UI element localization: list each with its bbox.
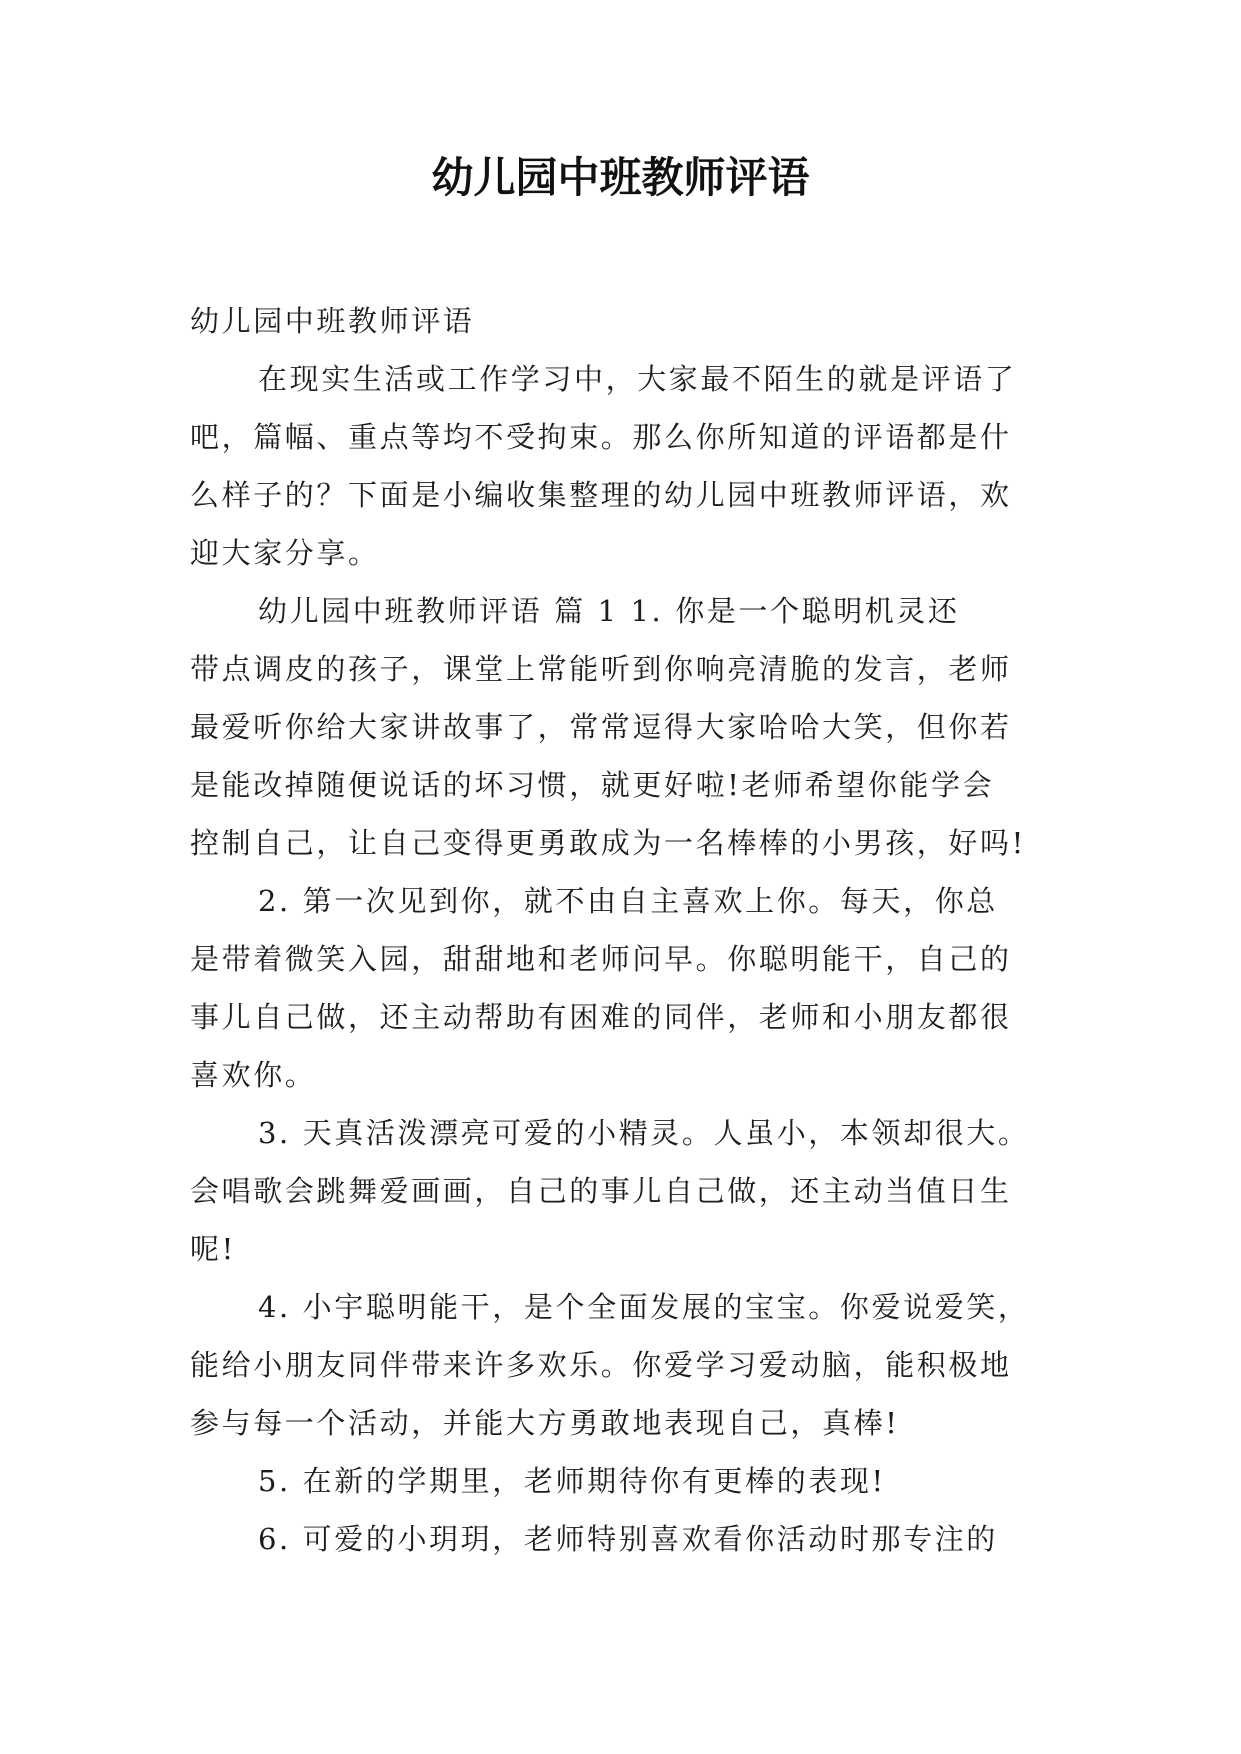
text-line: 事儿自己做，还主动帮助有困难的同伴，老师和小朋友都很 [190,1000,1012,1034]
text-line: 是能改掉随便说话的坏习惯，就更好啦!老师希望你能学会 [190,768,995,802]
text-line: 呢! [190,1232,236,1266]
text-line: 么样子的？下面是小编收集整理的幼儿园中班教师评语，欢 [190,478,1012,512]
text-line: 幼儿园中班教师评语 篇 1 1. 你是一个聪明机灵还 [258,594,960,628]
text-line: 最爱听你给大家讲故事了，常常逗得大家哈哈大笑，但你若 [190,710,1012,744]
text-line: 2. 第一次见到你，就不由自主喜欢上你。每天，你总 [258,884,998,918]
text-line: 喜欢你。 [190,1058,317,1092]
text-line: 会唱歌会跳舞爱画画，自己的事儿自己做，还主动当值日生 [190,1174,1012,1208]
text-line: 在现实生活或工作学习中，大家最不陌生的就是评语了 [258,362,1017,396]
text-line: 4. 小宇聪明能干，是个全面发展的宝宝。你爱说爱笑， [258,1290,1030,1324]
document-title: 幼儿园中班教师评语 [431,153,810,202]
text-line: 6. 可爱的小玥玥，老师特别喜欢看你活动时那专注的 [258,1522,998,1556]
text-line: 是带着微笑入园，甜甜地和老师问早。你聪明能干，自己的 [190,942,1012,976]
text-line: 5. 在新的学期里，老师期待你有更棒的表现! [258,1464,886,1498]
text-line: 3. 天真活泼漂亮可爱的小精灵。人虽小，本领却很大。 [258,1116,1030,1150]
text-line: 迎大家分享。 [190,536,380,570]
text-line: 控制自己，让自己变得更勇敢成为一名棒棒的小男孩，好吗! [190,826,1026,860]
text-line: 吧，篇幅、重点等均不受拘束。那么你所知道的评语都是什 [190,420,1012,454]
document-body [190,292,1052,1568]
text-line: 带点调皮的孩子，课堂上常能听到你响亮清脆的发言，老师 [190,652,1012,686]
text-line: 参与每一个活动，并能大方勇敢地表现自己，真棒! [190,1406,900,1440]
text-line: 能给小朋友同伴带来许多欢乐。你爱学习爱动脑，能积极地 [190,1348,1012,1382]
text-line: 幼儿园中班教师评语 [190,304,475,338]
